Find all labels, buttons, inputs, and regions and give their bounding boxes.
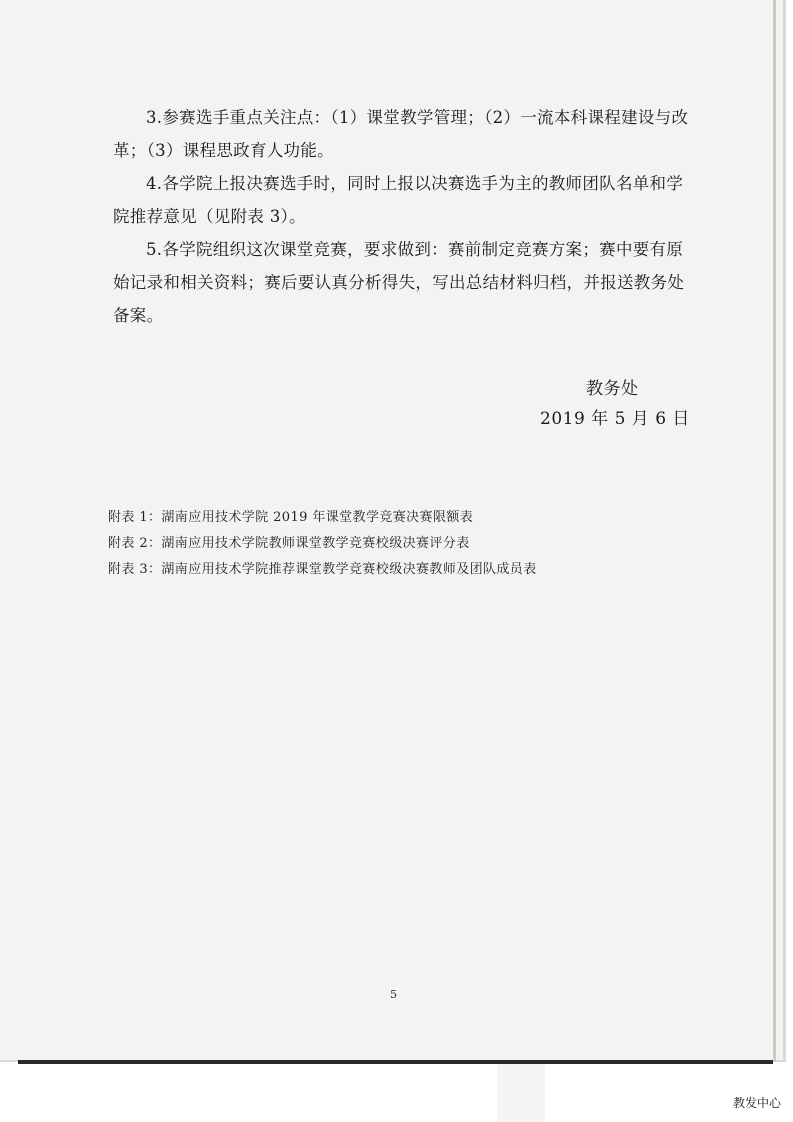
page-edge-right bbox=[773, 0, 776, 1062]
attachment-item: 附表 1：湖南应用技术学院 2019 年课堂教学竞赛决赛限额表 bbox=[108, 510, 474, 525]
attachment-item: 附表 2：湖南应用技术学院教师课堂教学竞赛校级决赛评分表 bbox=[108, 536, 470, 551]
paragraph-item-4 bbox=[113, 167, 693, 233]
watermark-label: 教发中心 bbox=[733, 1096, 782, 1110]
paragraph-text: 4.各学院上报决赛选手时，同时上报以决赛选手为主的教师团队名单和学院推荐意见（见附表 3）。 bbox=[113, 174, 684, 226]
paragraph-item-3 bbox=[113, 101, 693, 167]
page-number: 5 bbox=[390, 988, 397, 1001]
scan-artifact bbox=[497, 1064, 545, 1122]
attachment-list bbox=[108, 505, 708, 583]
paragraph-text: 3.参赛选手重点关注点：（1）课堂教学管理；（2）一流本科课程建设与改革；（3）课程思政育人功能。 bbox=[113, 108, 689, 160]
paragraph-item-5 bbox=[113, 233, 693, 332]
attachment-item: 附表 3：湖南应用技术学院推荐课堂教学竞赛校级决赛教师及团队成员表 bbox=[108, 562, 537, 577]
signature-date: 2019 年 5 月 6 日 bbox=[540, 409, 690, 429]
page-edge-bottom bbox=[18, 1060, 773, 1064]
paragraph-text: 5.各学院组织这次课堂竞赛，要求做到：赛前制定竞赛方案；赛中要有原始记录和相关资料；赛后要认真分析得失，写出总结材料归档，并报送教务处备案。 bbox=[113, 240, 685, 325]
signature-organization: 教务处 bbox=[586, 379, 639, 399]
